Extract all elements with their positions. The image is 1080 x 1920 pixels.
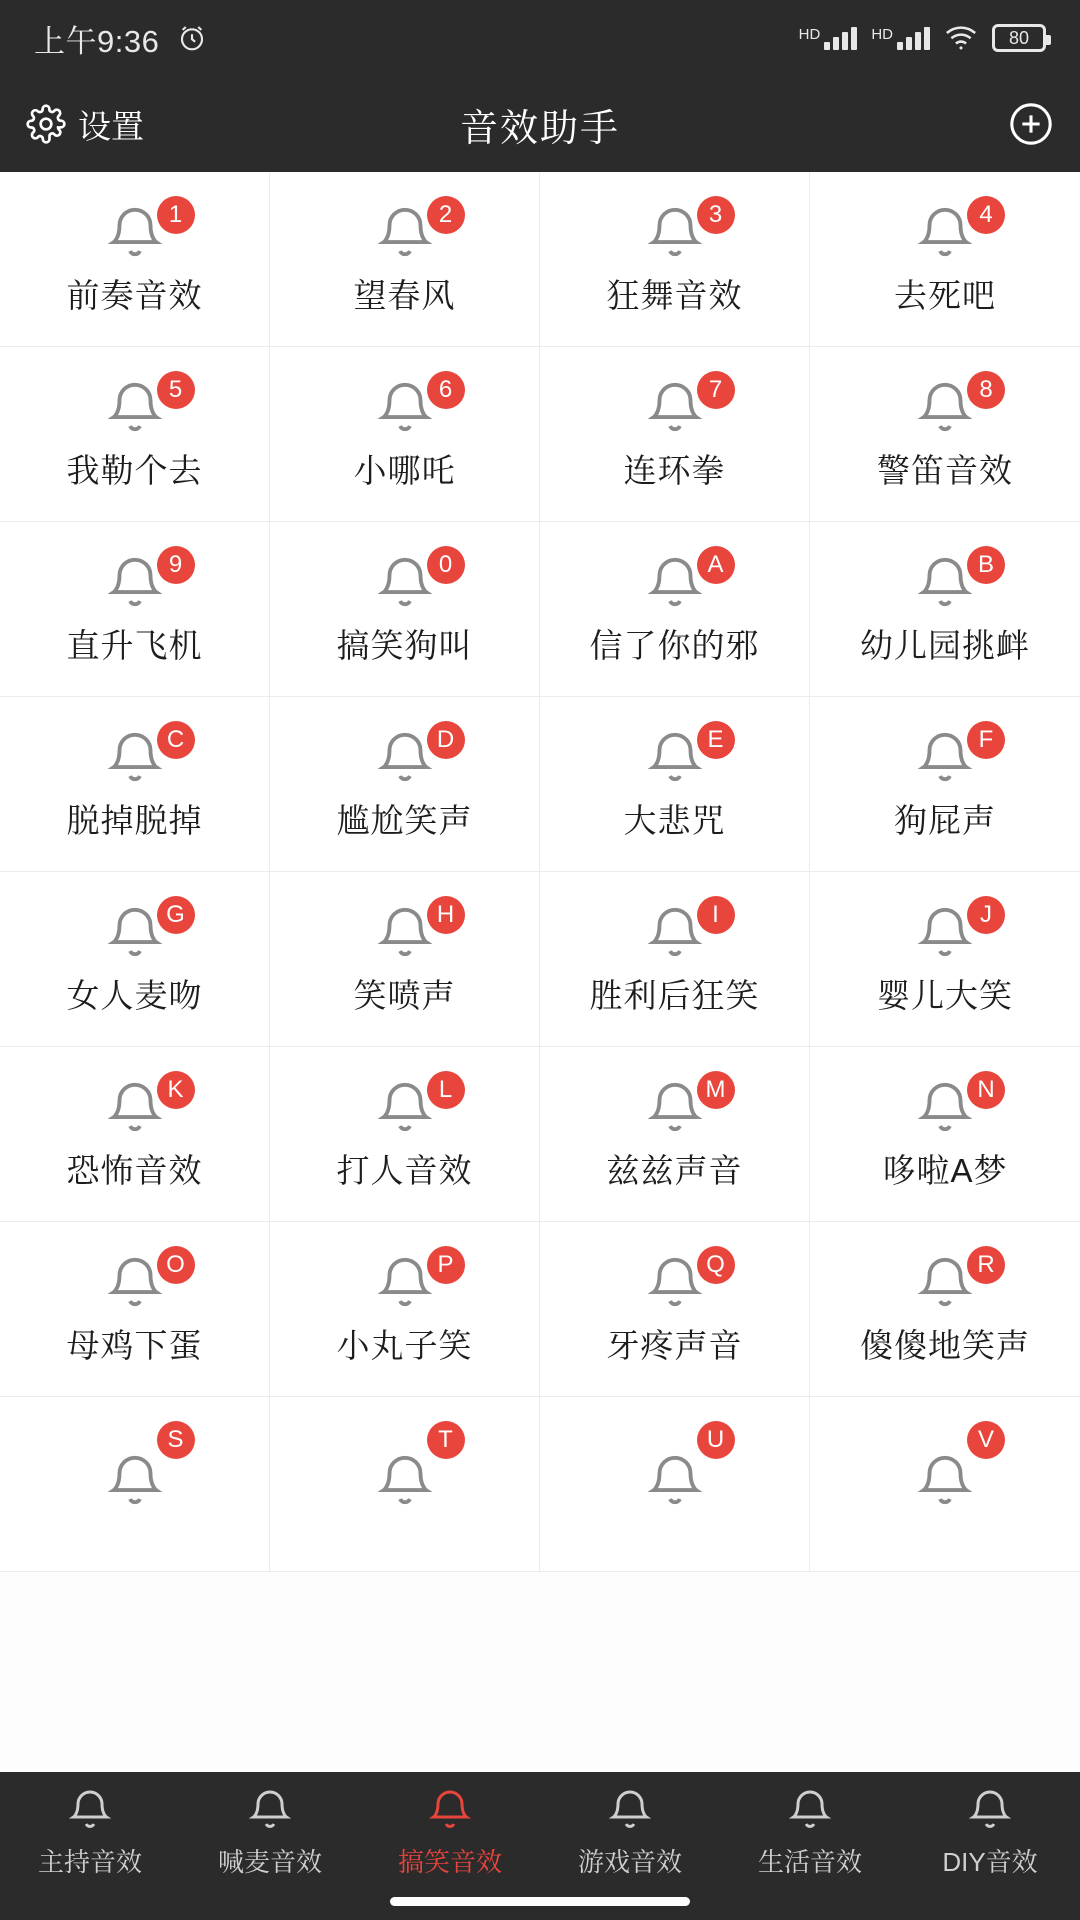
- bell-icon: [374, 1450, 436, 1512]
- page-title: 音效助手: [459, 107, 620, 150]
- sound-cell-label: 去死吧: [894, 276, 996, 314]
- sound-cell[interactable]: [0, 872, 270, 1047]
- sound-cell[interactable]: [0, 1047, 270, 1222]
- bottom-nav-label: 喊麦音效: [217, 1847, 322, 1877]
- sound-cell-badge: A: [697, 546, 735, 584]
- bell-icon: [644, 552, 706, 614]
- sound-cell-label: 信了你的邪: [589, 626, 760, 664]
- sound-cell-badge: T: [427, 1421, 465, 1459]
- bell-icon: [644, 202, 706, 264]
- sound-cell-badge: Q: [697, 1246, 735, 1284]
- sound-cell-badge: 8: [967, 371, 1005, 409]
- gear-icon: [26, 104, 66, 144]
- sound-cell-badge: 1: [157, 196, 195, 234]
- bell-icon: [644, 377, 706, 439]
- plus-circle-icon[interactable]: [1008, 101, 1054, 147]
- bell-icon: [914, 1450, 976, 1512]
- hd-label-1: HD: [798, 25, 821, 43]
- status-bar-left: [34, 16, 207, 61]
- bell-icon: [104, 1450, 166, 1512]
- bell-icon: [786, 1786, 834, 1834]
- sound-cell-badge: E: [697, 721, 735, 759]
- bell-icon: [104, 1077, 166, 1139]
- sound-cell[interactable]: [810, 522, 1080, 697]
- sound-cell-badge: R: [967, 1246, 1005, 1284]
- sound-cell-label: 女人麦吻: [66, 976, 203, 1014]
- sound-cell-label: 尴尬笑声: [336, 801, 473, 839]
- hd-label-2: HD: [871, 25, 893, 43]
- sound-cell-label: 望春风: [353, 276, 456, 314]
- alarm-clock-icon: [177, 23, 207, 53]
- sound-cell-badge: L: [427, 1071, 465, 1109]
- sound-grid: [0, 172, 1080, 1772]
- sound-cell-label: 胜利后狂笑: [589, 976, 760, 1014]
- sound-cell-label: 兹兹声音: [606, 1151, 743, 1189]
- sound-cell[interactable]: [810, 1047, 1080, 1222]
- sound-cell-label: 直升飞机: [66, 626, 203, 664]
- bottom-nav-item[interactable]: [720, 1786, 900, 1879]
- bell-icon: [374, 1252, 436, 1314]
- sound-cell-badge: M: [697, 1071, 735, 1109]
- battery-level-text: 80: [1008, 27, 1030, 48]
- bell-icon: [644, 1077, 706, 1139]
- sound-cell-badge: 5: [157, 371, 195, 409]
- bottom-nav-item[interactable]: [900, 1786, 1080, 1879]
- settings-button[interactable]: [26, 101, 144, 148]
- sound-cell[interactable]: [0, 1397, 270, 1572]
- sound-cell-badge: D: [427, 721, 465, 759]
- status-time: 上午9:36: [34, 23, 160, 59]
- battery-indicator: [992, 24, 1046, 52]
- bell-icon: [374, 552, 436, 614]
- sound-cell-label: 狂舞音效: [606, 276, 743, 314]
- bottom-nav-label: DIY音效: [942, 1847, 1038, 1877]
- sound-cell-badge: H: [427, 896, 465, 934]
- bottom-nav-item[interactable]: [360, 1786, 540, 1879]
- sound-cell[interactable]: [0, 1222, 270, 1397]
- bell-icon: [374, 202, 436, 264]
- sound-cell[interactable]: [0, 697, 270, 872]
- sound-cell[interactable]: [540, 697, 810, 872]
- sound-cell-badge: K: [157, 1071, 195, 1109]
- bottom-nav-label: 搞笑音效: [397, 1847, 502, 1877]
- sound-cell[interactable]: [540, 1222, 810, 1397]
- bottom-nav-item[interactable]: [540, 1786, 720, 1879]
- sound-cell-badge: 6: [427, 371, 465, 409]
- sound-cell-label: 小哪吒: [353, 451, 456, 489]
- sound-cell-badge: F: [967, 721, 1005, 759]
- app-bar: [0, 76, 1080, 172]
- sound-cell-label: 幼儿园挑衅: [860, 626, 1030, 664]
- bell-icon: [606, 1786, 654, 1834]
- bell-icon: [104, 1252, 166, 1314]
- sound-cell-label: 大悲咒: [623, 801, 726, 839]
- sound-cell[interactable]: [270, 1397, 540, 1572]
- bell-icon: [104, 377, 166, 439]
- bell-icon: [426, 1786, 474, 1834]
- sound-cell-label: 我勒个去: [66, 451, 203, 489]
- sound-cell-badge: U: [697, 1421, 735, 1459]
- sound-cell[interactable]: [810, 347, 1080, 522]
- bell-icon: [644, 727, 706, 789]
- sound-cell-badge: V: [967, 1421, 1005, 1459]
- sound-cell-badge: P: [427, 1246, 465, 1284]
- bell-icon: [374, 1077, 436, 1139]
- bell-icon: [644, 1252, 706, 1314]
- bottom-nav-item[interactable]: [0, 1786, 180, 1879]
- bottom-nav-label: 生活音效: [757, 1847, 862, 1877]
- sound-cell[interactable]: [540, 1397, 810, 1572]
- signal-bars-icon-2: [897, 27, 930, 50]
- bell-icon: [104, 552, 166, 614]
- sound-cell-label: 搞笑狗叫: [336, 626, 473, 664]
- sound-cell-badge: G: [157, 896, 195, 934]
- sound-cell[interactable]: [0, 172, 270, 347]
- sound-cell[interactable]: [270, 1047, 540, 1222]
- sound-cell[interactable]: [540, 172, 810, 347]
- bell-icon: [374, 902, 436, 964]
- sound-cell[interactable]: [540, 347, 810, 522]
- sound-cell[interactable]: [270, 697, 540, 872]
- sound-cell-badge: N: [967, 1071, 1005, 1109]
- bell-icon: [644, 1450, 706, 1512]
- signal-bars-icon-1: [824, 27, 857, 50]
- sound-cell-label: 打人音效: [336, 1151, 473, 1189]
- sound-cell[interactable]: [540, 522, 810, 697]
- sound-cell-badge: 3: [697, 196, 735, 234]
- sound-cell-label: 狗屁声: [894, 801, 996, 839]
- sound-cell-badge: 0: [427, 546, 465, 584]
- sound-cell-badge: J: [967, 896, 1005, 934]
- sound-cell[interactable]: [810, 697, 1080, 872]
- sound-cell[interactable]: [270, 347, 540, 522]
- sound-cell-label: 笑喷声: [353, 976, 456, 1014]
- sound-cell-badge: 2: [427, 196, 465, 234]
- bottom-nav-label: 主持音效: [37, 1847, 142, 1877]
- sound-cell-label: 恐怖音效: [66, 1151, 203, 1189]
- bell-icon: [374, 727, 436, 789]
- sound-cell[interactable]: [810, 1397, 1080, 1572]
- bell-icon: [246, 1786, 294, 1834]
- sim2-signal-group: [871, 27, 930, 50]
- bell-icon: [966, 1786, 1014, 1834]
- sound-cell[interactable]: [270, 172, 540, 347]
- sound-cell-badge: 7: [697, 371, 735, 409]
- sound-cell-badge: I: [697, 896, 735, 934]
- sound-cell-label: 小丸子笑: [336, 1326, 473, 1364]
- settings-label: 设置: [78, 107, 144, 145]
- sound-cell[interactable]: [270, 1222, 540, 1397]
- sound-cell[interactable]: [270, 872, 540, 1047]
- sound-cell-label: 连环拳: [623, 451, 726, 489]
- status-bar-right: [799, 24, 1046, 52]
- bell-icon: [66, 1786, 114, 1834]
- sound-cell[interactable]: [810, 872, 1080, 1047]
- home-indicator: [390, 1897, 690, 1906]
- sound-cell-label: 婴儿大笑: [877, 976, 1013, 1014]
- sound-cell[interactable]: [810, 1222, 1080, 1397]
- bell-icon: [104, 727, 166, 789]
- sound-cell[interactable]: [540, 1047, 810, 1222]
- sound-cell-label: 警笛音效: [877, 451, 1013, 489]
- bell-icon: [374, 377, 436, 439]
- bottom-nav-label: 游戏音效: [577, 1847, 682, 1877]
- sound-cell-badge: 9: [157, 546, 195, 584]
- sound-cell[interactable]: [540, 872, 810, 1047]
- sound-cell-badge: S: [157, 1421, 195, 1459]
- sound-cell[interactable]: [810, 172, 1080, 347]
- wifi-icon: [944, 25, 978, 51]
- bell-icon: [644, 902, 706, 964]
- sound-cell-label: 脱掉脱掉: [66, 801, 203, 839]
- bell-icon: [104, 902, 166, 964]
- sound-cell[interactable]: [0, 522, 270, 697]
- sound-cell-label: 傻傻地笑声: [860, 1326, 1030, 1364]
- sound-cell-badge: O: [157, 1246, 195, 1284]
- sound-cell-badge: 4: [967, 196, 1005, 234]
- sound-cell-label: 牙疼声音: [606, 1326, 743, 1364]
- status-bar: [0, 0, 1080, 76]
- sound-cell[interactable]: [0, 347, 270, 522]
- sound-cell-badge: B: [967, 546, 1005, 584]
- bottom-nav-item[interactable]: [180, 1786, 360, 1879]
- sim1-signal-group: [799, 27, 858, 50]
- sound-cell-label: 前奏音效: [66, 276, 203, 314]
- sound-cell-label: 母鸡下蛋: [66, 1326, 203, 1364]
- sound-cell-badge: C: [157, 721, 195, 759]
- sound-cell[interactable]: [270, 522, 540, 697]
- sound-cell-label: 哆啦A梦: [882, 1151, 1008, 1189]
- bell-icon: [104, 202, 166, 264]
